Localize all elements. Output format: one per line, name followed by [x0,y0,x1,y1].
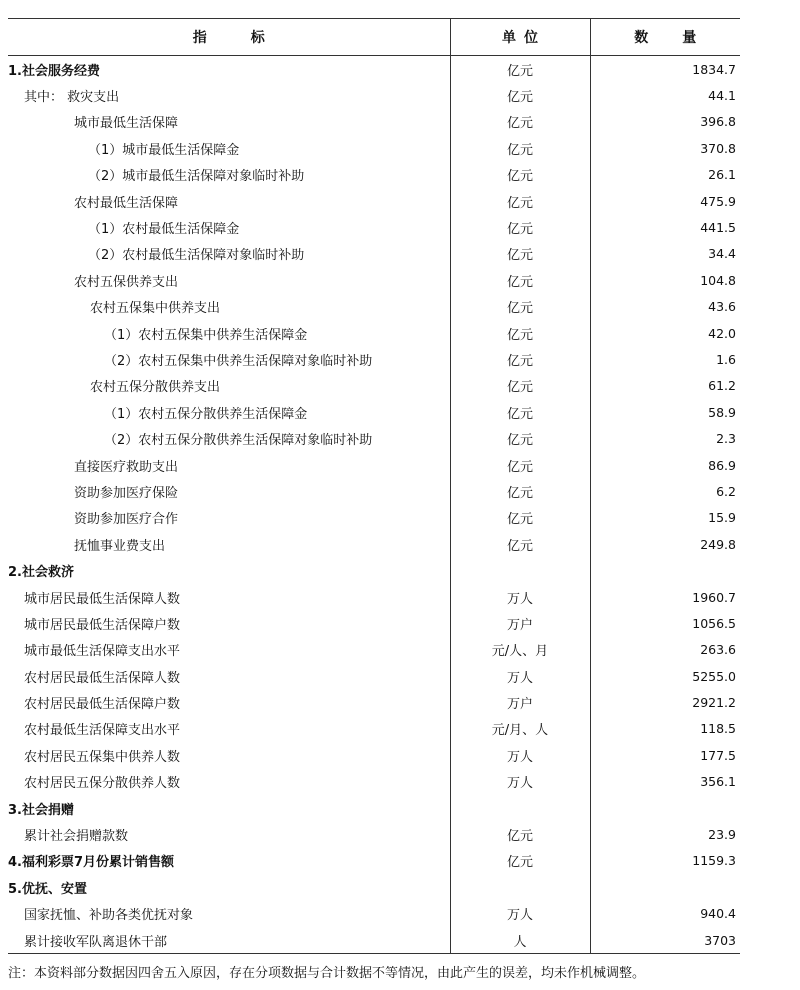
row-value: 2.3 [590,425,740,451]
row-value: 15.9 [590,505,740,531]
row-value: 356.1 [590,769,740,795]
row-value: 61.2 [590,373,740,399]
table-row [8,188,740,214]
table-row [8,82,740,108]
row-value: 1159.3 [590,848,740,874]
row-value: 44.1 [590,82,740,108]
row-unit: 亿元 [450,56,590,83]
row-unit: 亿元 [450,135,590,161]
row-value: 118.5 [590,716,740,742]
table-row [8,214,740,240]
row-unit: 亿元 [450,346,590,372]
row-unit: 亿元 [450,399,590,425]
row-value: 1.6 [590,346,740,372]
row-label: 资助参加医疗合作 [74,512,179,528]
table-row [8,452,740,478]
row-label: 2.社会救济 [8,565,74,581]
row-value [590,874,740,900]
row-label: 城市最低生活保障 [74,116,179,132]
row-label: （2）农村五保分散供养生活保障对象临时补助 [104,433,373,449]
row-label: 资助参加医疗保险 [74,485,179,501]
row-label: 4.福利彩票7月份累计销售额 [8,855,175,871]
table-row [8,373,740,399]
row-unit: 万户 [450,610,590,636]
table-row [8,267,740,293]
row-unit: 万人 [450,584,590,610]
header-indicator: 指标 [8,19,450,56]
table-row [8,320,740,346]
header-quantity: 数量 [590,19,740,56]
row-unit: 亿元 [450,241,590,267]
row-unit: 亿元 [450,373,590,399]
row-label: （1）农村五保集中供养生活保障金 [104,327,308,343]
row-value: 6.2 [590,478,740,504]
row-unit: 亿元 [450,821,590,847]
row-unit: 亿元 [450,505,590,531]
row-value: 475.9 [590,188,740,214]
row-label: 城市最低生活保障支出水平 [24,644,181,660]
row-unit: 亿元 [450,82,590,108]
row-unit: 万人 [450,742,590,768]
row-label: 农村五保供养支出 [74,274,179,290]
row-label: 1.社会服务经费 [8,63,100,79]
table-row [8,584,740,610]
row-value: 42.0 [590,320,740,346]
table-row [8,769,740,795]
table-row [8,610,740,636]
row-value: 58.9 [590,399,740,425]
row-label: 农村最低生活保障 [74,195,179,211]
row-unit: 元/人、月 [450,637,590,663]
row-unit: 亿元 [450,425,590,451]
table-row [8,927,740,954]
row-value: 23.9 [590,821,740,847]
table-row [8,716,740,742]
row-value: 34.4 [590,241,740,267]
table-row [8,689,740,715]
row-label: 农村五保集中供养支出 [90,301,221,317]
row-label: 其中： 救灾支出 [24,90,120,106]
table-row [8,531,740,557]
row-label: 农村居民最低生活保障人数 [24,670,181,686]
row-unit [450,795,590,821]
row-label: 累计社会捐赠款数 [24,829,129,845]
row-label: 农村居民最低生活保障户数 [24,697,181,713]
row-label: （1）城市最低生活保障金 [88,142,240,158]
row-unit: 万户 [450,689,590,715]
table-row [8,135,740,161]
row-value: 396.8 [590,109,740,135]
row-value: 370.8 [590,135,740,161]
row-unit: 万人 [450,663,590,689]
row-value [590,557,740,583]
row-unit: 亿元 [450,452,590,478]
table-row [8,901,740,927]
row-unit: 元/月、人 [450,716,590,742]
table-row [8,241,740,267]
row-label: （2）农村五保集中供养生活保障对象临时补助 [104,353,373,369]
row-unit: 亿元 [450,531,590,557]
row-label: （1）农村五保分散供养生活保障金 [104,406,308,422]
row-unit: 亿元 [450,109,590,135]
row-unit: 亿元 [450,188,590,214]
table-row [8,425,740,451]
table-header [8,19,740,56]
header-unit: 单位 [450,19,590,56]
row-value: 43.6 [590,294,740,320]
row-value: 1960.7 [590,584,740,610]
row-label: 农村居民五保分散供养人数 [24,776,181,792]
row-value: 26.1 [590,162,740,188]
row-unit: 亿元 [450,320,590,346]
row-value: 1056.5 [590,610,740,636]
table-row [8,637,740,663]
table-row [8,109,740,135]
statistics-table [8,18,740,954]
row-unit: 万人 [450,769,590,795]
row-label: 5.优抚、安置 [8,881,87,897]
row-label: 城市居民最低生活保障户数 [24,617,181,633]
row-label: 农村五保分散供养支出 [90,380,221,396]
table-row [8,795,740,821]
table-body [8,56,740,954]
row-label: 抚恤事业费支出 [74,538,166,554]
row-value: 441.5 [590,214,740,240]
row-value: 177.5 [590,742,740,768]
row-label: 农村最低生活保障支出水平 [24,723,181,739]
row-label: （1）农村最低生活保障金 [88,222,240,238]
row-unit: 亿元 [450,848,590,874]
row-value: 249.8 [590,531,740,557]
table-row [8,821,740,847]
table-row [8,663,740,689]
row-value: 2921.2 [590,689,740,715]
table-row [8,294,740,320]
row-unit: 亿元 [450,214,590,240]
row-unit [450,557,590,583]
row-unit: 亿元 [450,267,590,293]
row-label: 直接医疗救助支出 [74,459,179,475]
row-value [590,795,740,821]
row-label: 国家抚恤、补助各类优抚对象 [24,908,194,924]
table-row [8,874,740,900]
statistics-table-container [8,18,740,954]
table-row [8,557,740,583]
row-value: 263.6 [590,637,740,663]
table-row [8,742,740,768]
row-label: 累计接收军队离退休干部 [8,927,450,954]
row-unit: 万人 [450,901,590,927]
row-value: 104.8 [590,267,740,293]
table-row [8,162,740,188]
row-unit: 亿元 [450,294,590,320]
row-label: （2）城市最低生活保障对象临时补助 [88,169,305,185]
table-row [8,505,740,531]
row-unit [450,874,590,900]
row-unit: 人 [450,927,590,954]
row-value: 3703 [590,927,740,954]
row-unit: 亿元 [450,478,590,504]
row-label: 3.社会捐赠 [8,802,74,818]
row-label: 农村居民五保集中供养人数 [24,749,181,765]
row-value: 86.9 [590,452,740,478]
table-row [8,399,740,425]
footnote: 注：本资料部分数据因四舍五入原因，存在分项数据与合计数据不等情况，由此产生的误差，均未作机械调整。 [8,966,646,981]
row-value: 940.4 [590,901,740,927]
row-unit: 亿元 [450,162,590,188]
row-value: 5255.0 [590,663,740,689]
table-row [8,478,740,504]
row-label: 城市居民最低生活保障人数 [24,591,181,607]
table-row [8,56,740,83]
row-label: （2）农村最低生活保障对象临时补助 [88,248,305,264]
table-row [8,346,740,372]
row-value: 1834.7 [590,56,740,83]
table-row [8,848,740,874]
